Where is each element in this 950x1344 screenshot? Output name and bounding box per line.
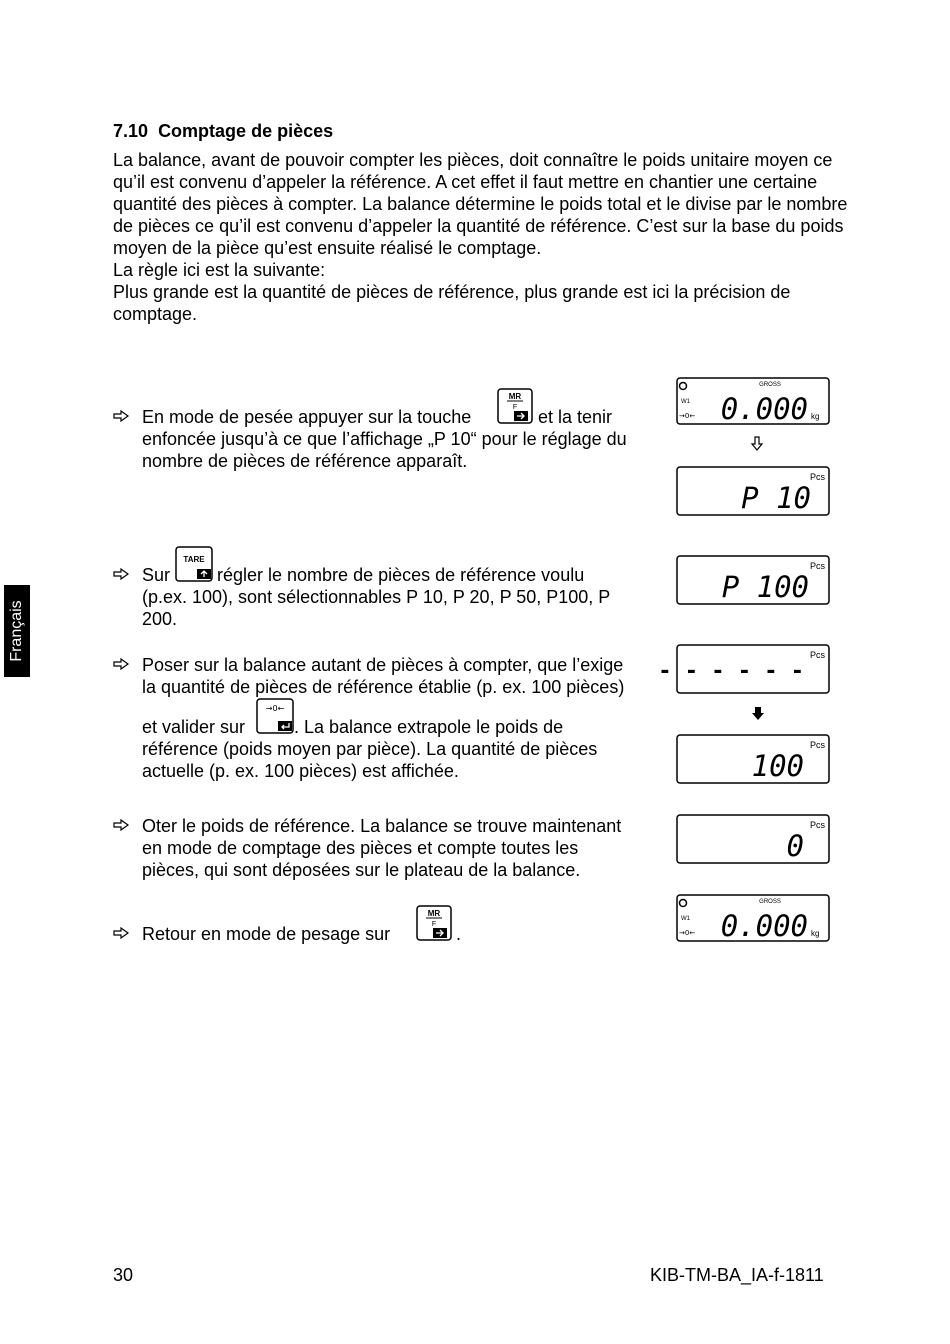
intro-paragraph: La règle ici est la suivante: (113, 260, 326, 280)
svg-text:Pcs: Pcs (810, 820, 826, 830)
mr-function-key-icon (416, 905, 452, 941)
section-number: 7.10 (113, 121, 149, 141)
svg-text:P 10: P 10 (741, 481, 811, 515)
svg-text:F: F (512, 404, 518, 411)
svg-text:100: 100 (751, 749, 804, 783)
step-4-line: Oter le poids de référence. La balance se trouve maintenant (142, 816, 622, 836)
outline-right-arrow-icon (113, 410, 129, 422)
svg-text:Pcs: Pcs (810, 561, 826, 571)
svg-text:GROSS: GROSS (759, 899, 781, 905)
step-4-line: en mode de comptage des pièces et compte toutes les (142, 838, 579, 858)
step-3-line: actuelle (p. ex. 100 pièces) est affichée. (142, 761, 459, 781)
language-tab-label: Français (8, 600, 25, 662)
svg-text:→0←: →0← (679, 929, 696, 937)
svg-text:Pcs: Pcs (810, 472, 826, 482)
outline-right-arrow-icon (113, 568, 129, 580)
step-5-line: . (456, 924, 462, 944)
scale-display-dashes (658, 644, 830, 694)
step-3-line: Poser sur la balance autant de pièces à compter, que l’exige (142, 655, 624, 675)
svg-text:kg: kg (811, 412, 820, 421)
intro-paragraph: Plus grande est la quantité de pièces de référence, plus grande est ici la précision de comptage. (113, 282, 791, 324)
step-2-line: Sur (142, 565, 171, 585)
svg-text:W1: W1 (681, 399, 690, 405)
svg-text:MR: MR (508, 392, 522, 401)
outline-right-arrow-icon (113, 927, 129, 939)
outline-right-arrow-icon (113, 819, 129, 831)
step-1-line: En mode de pesée appuyer sur la touche (142, 407, 472, 427)
svg-text:GROSS: GROSS (759, 382, 781, 388)
step-1-line: et la tenir (538, 407, 613, 427)
step-5-line: Retour en mode de pesage sur (142, 924, 391, 944)
svg-text:Pcs: Pcs (810, 740, 826, 750)
svg-text:- - - - - -: - - - - - - (658, 659, 804, 684)
intro-paragraph: La balance, avant de pouvoir compter les pièces, doit connaître le poids unitaire moyen ce qu’il est convenu d’appeler la référence. A cet effet il faut mettre en chantier une certaine quantité des pièces à compter. La balance détermine le poids total et le divise par le nombre de pièces ce qu’il est convenu d’appeler la quantité de référence. C’est sur la base du poids moyen de la pièce qu’est ensuite réalisé le comptage. (113, 150, 848, 258)
svg-text:kg: kg (811, 929, 820, 938)
svg-text:MR: MR (427, 909, 441, 918)
outline-down-arrow-icon (751, 436, 763, 452)
step-1-line: nombre de pièces de référence apparaît. (142, 451, 468, 471)
svg-text:0.000: 0.000 (720, 909, 808, 943)
svg-text:Pcs: Pcs (810, 650, 826, 660)
page-number: 30 (113, 1265, 134, 1285)
step-3-line: . La balance extrapole le poids de (294, 717, 564, 737)
tare-up-key-icon (175, 546, 213, 582)
svg-text:0.000: 0.000 (720, 392, 808, 426)
step-3-line: la quantité de pièces de référence établie (p. ex. 100 pièces) (142, 677, 625, 697)
svg-text:→0←: →0← (265, 704, 285, 713)
step-2-line: régler le nombre de pièces de référence voulu (217, 565, 585, 585)
solid-down-arrow-icon (751, 706, 765, 722)
scale-display-count-0 (676, 814, 830, 864)
mr-function-key-icon (497, 388, 533, 424)
scale-display-p100 (676, 555, 830, 605)
step-3-line: et valider sur (142, 717, 246, 737)
svg-text:W1: W1 (681, 916, 690, 922)
section-heading (113, 121, 333, 142)
language-tab (4, 585, 30, 677)
step-2-line: 200. (142, 609, 178, 629)
section-title: Comptage de pièces (158, 121, 334, 141)
scale-display-p10 (676, 466, 830, 516)
scale-display-count-100 (676, 734, 830, 784)
svg-text:0: 0 (786, 829, 804, 863)
zero-enter-key-icon (256, 698, 294, 734)
svg-text:F: F (431, 921, 437, 928)
outline-right-arrow-icon (113, 658, 129, 670)
step-1-line: enfoncée jusqu’à ce que l’affichage „P 10“ pour le réglage du (142, 429, 627, 449)
step-2-line: (p.ex. 100), sont sélectionnables P 10, P 20, P 50, P100, P (142, 587, 611, 607)
intro-text (113, 149, 853, 325)
scale-display-weight (676, 377, 830, 425)
document-code: KIB-TM-BA_IA-f-1811 (650, 1265, 824, 1285)
svg-text:→0←: →0← (679, 412, 696, 420)
svg-text:TARE: TARE (183, 555, 205, 564)
step-4-line: pièces, qui sont déposées sur le plateau de la balance. (142, 860, 581, 880)
step-3-line: référence (poids moyen par pièce). La quantité de pièces (142, 739, 598, 759)
svg-text:P 100: P 100 (721, 570, 809, 604)
scale-display-weight (676, 894, 830, 942)
